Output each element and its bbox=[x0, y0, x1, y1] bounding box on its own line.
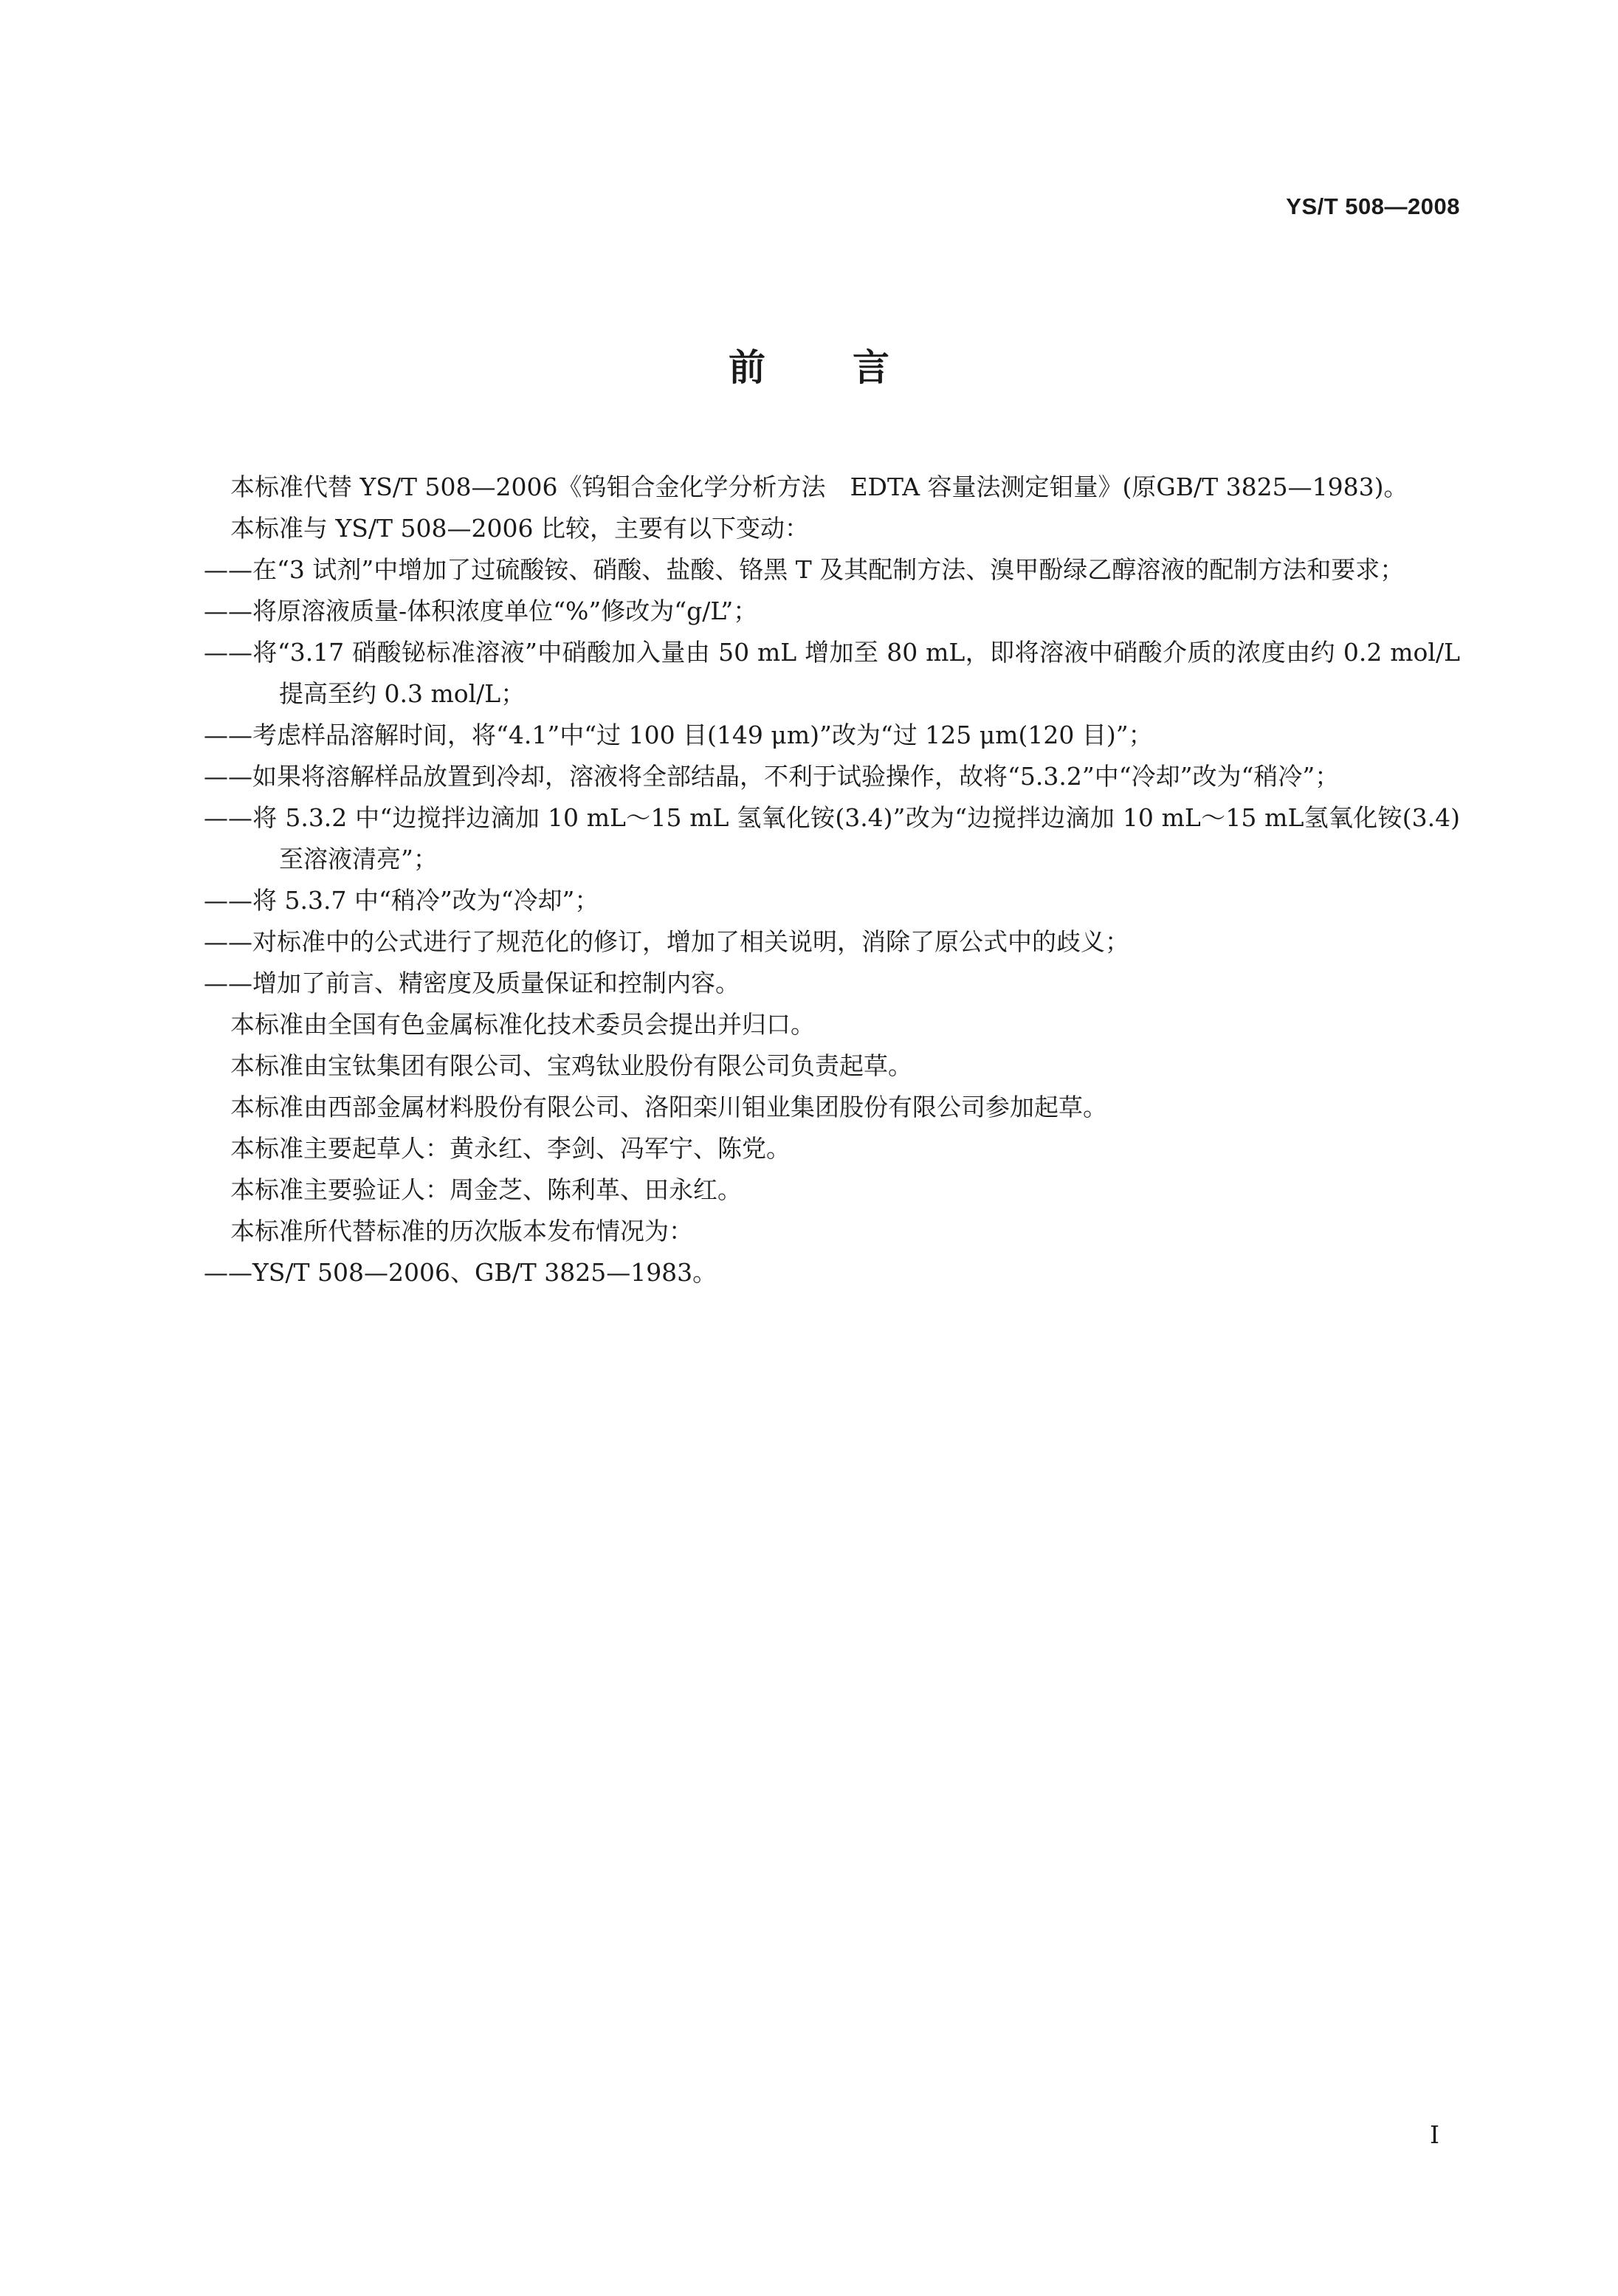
drafted-by-paragraph: 本标准由宝钛集团有限公司、宝鸡钛业股份有限公司负责起草。 bbox=[230, 1051, 912, 1080]
change-item: ——将原溶液质量-体积浓度单位“%”修改为“g/L”； bbox=[204, 597, 758, 625]
change-item: ——将“3.17 硝酸铋标准溶液”中硝酸加入量由 50 mL 增加至 80 mL，即将溶液中硝酸介质的浓度由约 0.2 mol/L 提高至约 0.3 mol/L； bbox=[204, 638, 1460, 708]
change-item: ——将 5.3.2 中“边搅拌边滴加 10 mL～15 mL 氢氧化铵(3.4)”改为“边搅拌边滴加 10 mL～15 mL氢氧化铵(3.4)至溶液清亮”； bbox=[204, 803, 1460, 873]
change-item: ——将 5.3.7 中“稍冷”改为“冷却”； bbox=[204, 886, 599, 915]
history-item: ——YS/T 508—2006、GB/T 3825—1983。 bbox=[204, 1258, 717, 1287]
main-verifiers-paragraph: 本标准主要验证人：周金芝、陈利革、田永红。 bbox=[230, 1175, 742, 1204]
page-number: I bbox=[1429, 2120, 1439, 2149]
change-item: ——在“3 试剂”中增加了过硫酸铵、硝酸、盐酸、铬黑 T 及其配制方法、溴甲酚绿乙醇溶液的配制方法和要求； bbox=[204, 555, 1405, 584]
proposed-by-paragraph: 本标准由全国有色金属标准化技术委员会提出并归口。 bbox=[230, 1010, 815, 1039]
change-item: ——如果将溶解样品放置到冷却，溶液将全部结晶，不利于试验操作，故将“5.3.2”中“冷却”改为“稍冷”； bbox=[204, 762, 1340, 791]
change-item: ——考虑样品溶解时间，将“4.1”中“过 100 目(149 μm)”改为“过 125 μm(120 目)”； bbox=[204, 721, 1153, 749]
change-item: ——增加了前言、精密度及质量保证和控制内容。 bbox=[204, 969, 740, 997]
participated-by-paragraph: 本标准由西部金属材料股份有限公司、洛阳栾川钼业集团股份有限公司参加起草。 bbox=[230, 1093, 1107, 1121]
foreword-body bbox=[182, 467, 1460, 1293]
main-drafters-paragraph: 本标准主要起草人：黄永红、李剑、冯军宁、陈党。 bbox=[230, 1134, 791, 1163]
history-intro-paragraph: 本标准所代替标准的历次版本发布情况为： bbox=[230, 1217, 693, 1245]
standard-code: YS/T 508—2008 bbox=[1286, 193, 1460, 219]
page-title: 前言 bbox=[729, 346, 977, 389]
change-item: ——对标准中的公式进行了规范化的修订，增加了相关说明，消除了原公式中的歧义； bbox=[204, 927, 1129, 956]
comparison-paragraph: 本标准与 YS/T 508—2006 比较，主要有以下变动： bbox=[230, 514, 809, 543]
intro-paragraph: 本标准代替 YS/T 508—2006《钨钼合金化学分析方法 EDTA 容量法测定钼量》(原GB/T 3825—1983)。 bbox=[230, 472, 1408, 501]
